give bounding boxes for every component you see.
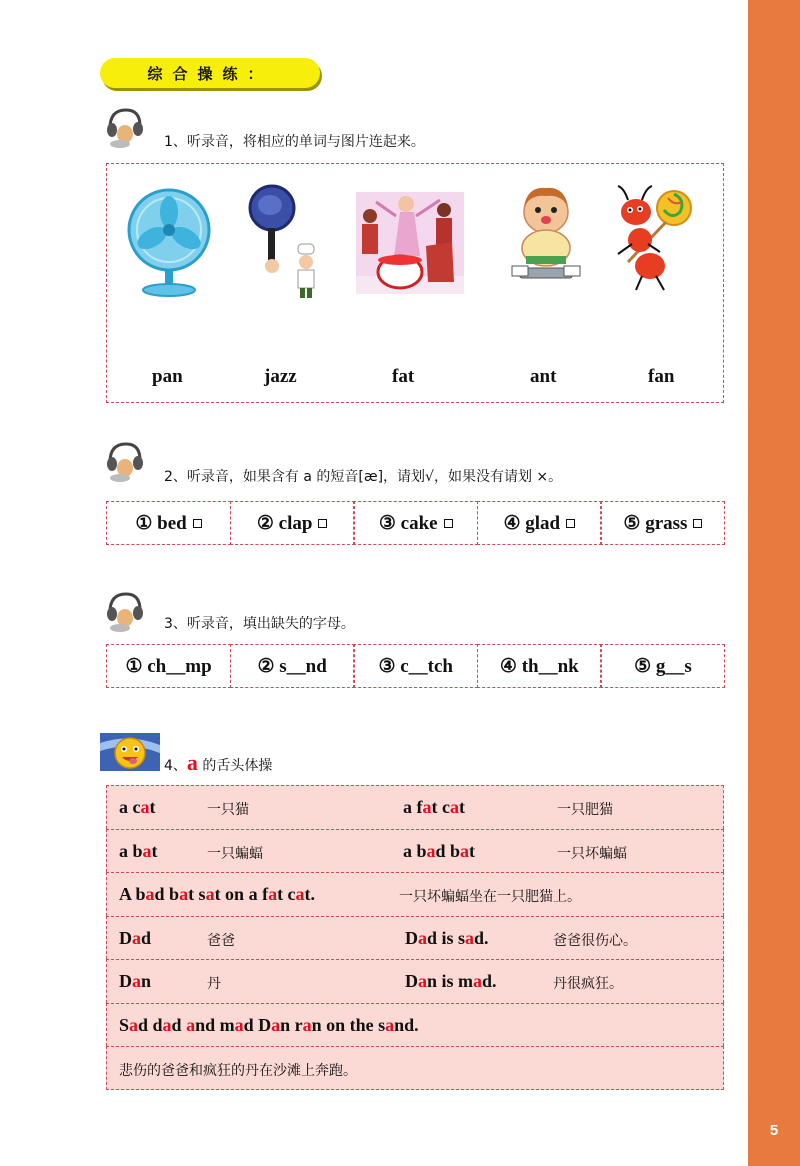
- fat-boy-picture: [508, 182, 584, 286]
- chinese-phrase: 爸爸很伤心。: [553, 932, 637, 949]
- chinese-phrase: 悲伤的爸爸和疯狂的丹在沙滩上奔跑。: [119, 1063, 357, 1079]
- q2-option: ④ glad: [477, 501, 602, 545]
- chinese-phrase: 一只蝙蝠: [207, 845, 263, 862]
- q3-option: ② s__nd: [230, 644, 355, 688]
- table-row: [106, 959, 724, 1003]
- table-row: [106, 872, 724, 916]
- section-banner: [100, 58, 320, 88]
- english-phrase: Dad is sad.: [405, 927, 489, 948]
- frying-pan-picture: [244, 182, 326, 300]
- chinese-phrase: 一只猫: [207, 802, 249, 818]
- tongue-twister-table: [106, 785, 724, 1090]
- q3-option: ④ th__nk: [477, 644, 602, 688]
- q3-option: ① ch__mp: [106, 644, 231, 688]
- chinese-phrase: 爸爸: [207, 932, 235, 949]
- q2-option: ⑤ grass: [600, 501, 725, 545]
- q2-option: ② clap: [230, 501, 355, 545]
- q1-word: fan: [648, 366, 675, 387]
- q3-title: 3、听录音，填出缺失的字母。: [164, 616, 355, 632]
- q1-word: fat: [392, 366, 415, 387]
- chinese-phrase: 一只肥猫: [557, 802, 613, 818]
- chinese-phrase: 一只坏蝙蝠坐在一只肥猫上。: [399, 889, 581, 905]
- english-phrase: A bad bat sat on a fat cat.: [119, 884, 316, 904]
- section-banner-label: 综合操练：: [147, 64, 273, 83]
- jazz-band-picture: [356, 186, 464, 294]
- q3-option: ⑤ g__s: [600, 644, 725, 688]
- table-row: [106, 829, 724, 873]
- english-phrase: a bat: [119, 840, 158, 861]
- checkbox-square[interactable]: [444, 519, 453, 528]
- q1-word: pan: [152, 366, 183, 387]
- q3-option: ③ c__tch: [353, 644, 478, 688]
- page-sidebar: [748, 0, 800, 1166]
- english-phrase: a cat: [119, 797, 156, 817]
- table-row: [106, 785, 724, 829]
- english-phrase: a fat cat: [403, 797, 465, 817]
- chinese-phrase: 一只坏蝙蝠: [557, 845, 627, 862]
- checkbox-square[interactable]: [566, 519, 575, 528]
- english-phrase: Dan is mad.: [405, 971, 497, 991]
- smiley-face-icon: [100, 733, 160, 771]
- q1-title: 1、听录音，将相应的单词与图片连起来。: [164, 134, 425, 150]
- chinese-phrase: 丹很疯狂。: [553, 976, 623, 992]
- checkbox-square[interactable]: [193, 519, 202, 528]
- english-phrase: Dad: [119, 927, 152, 948]
- q3-options-row: [106, 644, 724, 688]
- q2-title: 2、听录音，如果含有 a 的短音[æ]，请划√，如果没有请划 ×。: [164, 469, 563, 485]
- page-number: 5: [769, 1122, 779, 1139]
- table-row: [106, 1003, 724, 1047]
- headphone-icon: [102, 104, 146, 148]
- headphone-icon: [102, 438, 146, 482]
- english-phrase: a bad bat: [403, 840, 476, 861]
- english-phrase: Sad dad and mad Dan ran on the sand.: [119, 1014, 419, 1035]
- q1-word: ant: [530, 366, 557, 387]
- q4-title: 4、a 的舌头体操: [164, 750, 273, 775]
- checkbox-square[interactable]: [693, 519, 702, 528]
- checkbox-square[interactable]: [318, 519, 327, 528]
- english-phrase: Dan: [119, 971, 152, 991]
- ant-picture: [610, 182, 700, 294]
- table-row: [106, 916, 724, 960]
- q2-options-row: [106, 501, 724, 545]
- chinese-phrase: 丹: [207, 976, 221, 992]
- q1-word: jazz: [264, 366, 297, 387]
- fan-picture: [124, 186, 214, 298]
- table-row: [106, 1046, 724, 1090]
- headphone-icon: [102, 588, 146, 632]
- q2-option: ③ cake: [353, 501, 478, 545]
- q2-option: ① bed: [106, 501, 231, 545]
